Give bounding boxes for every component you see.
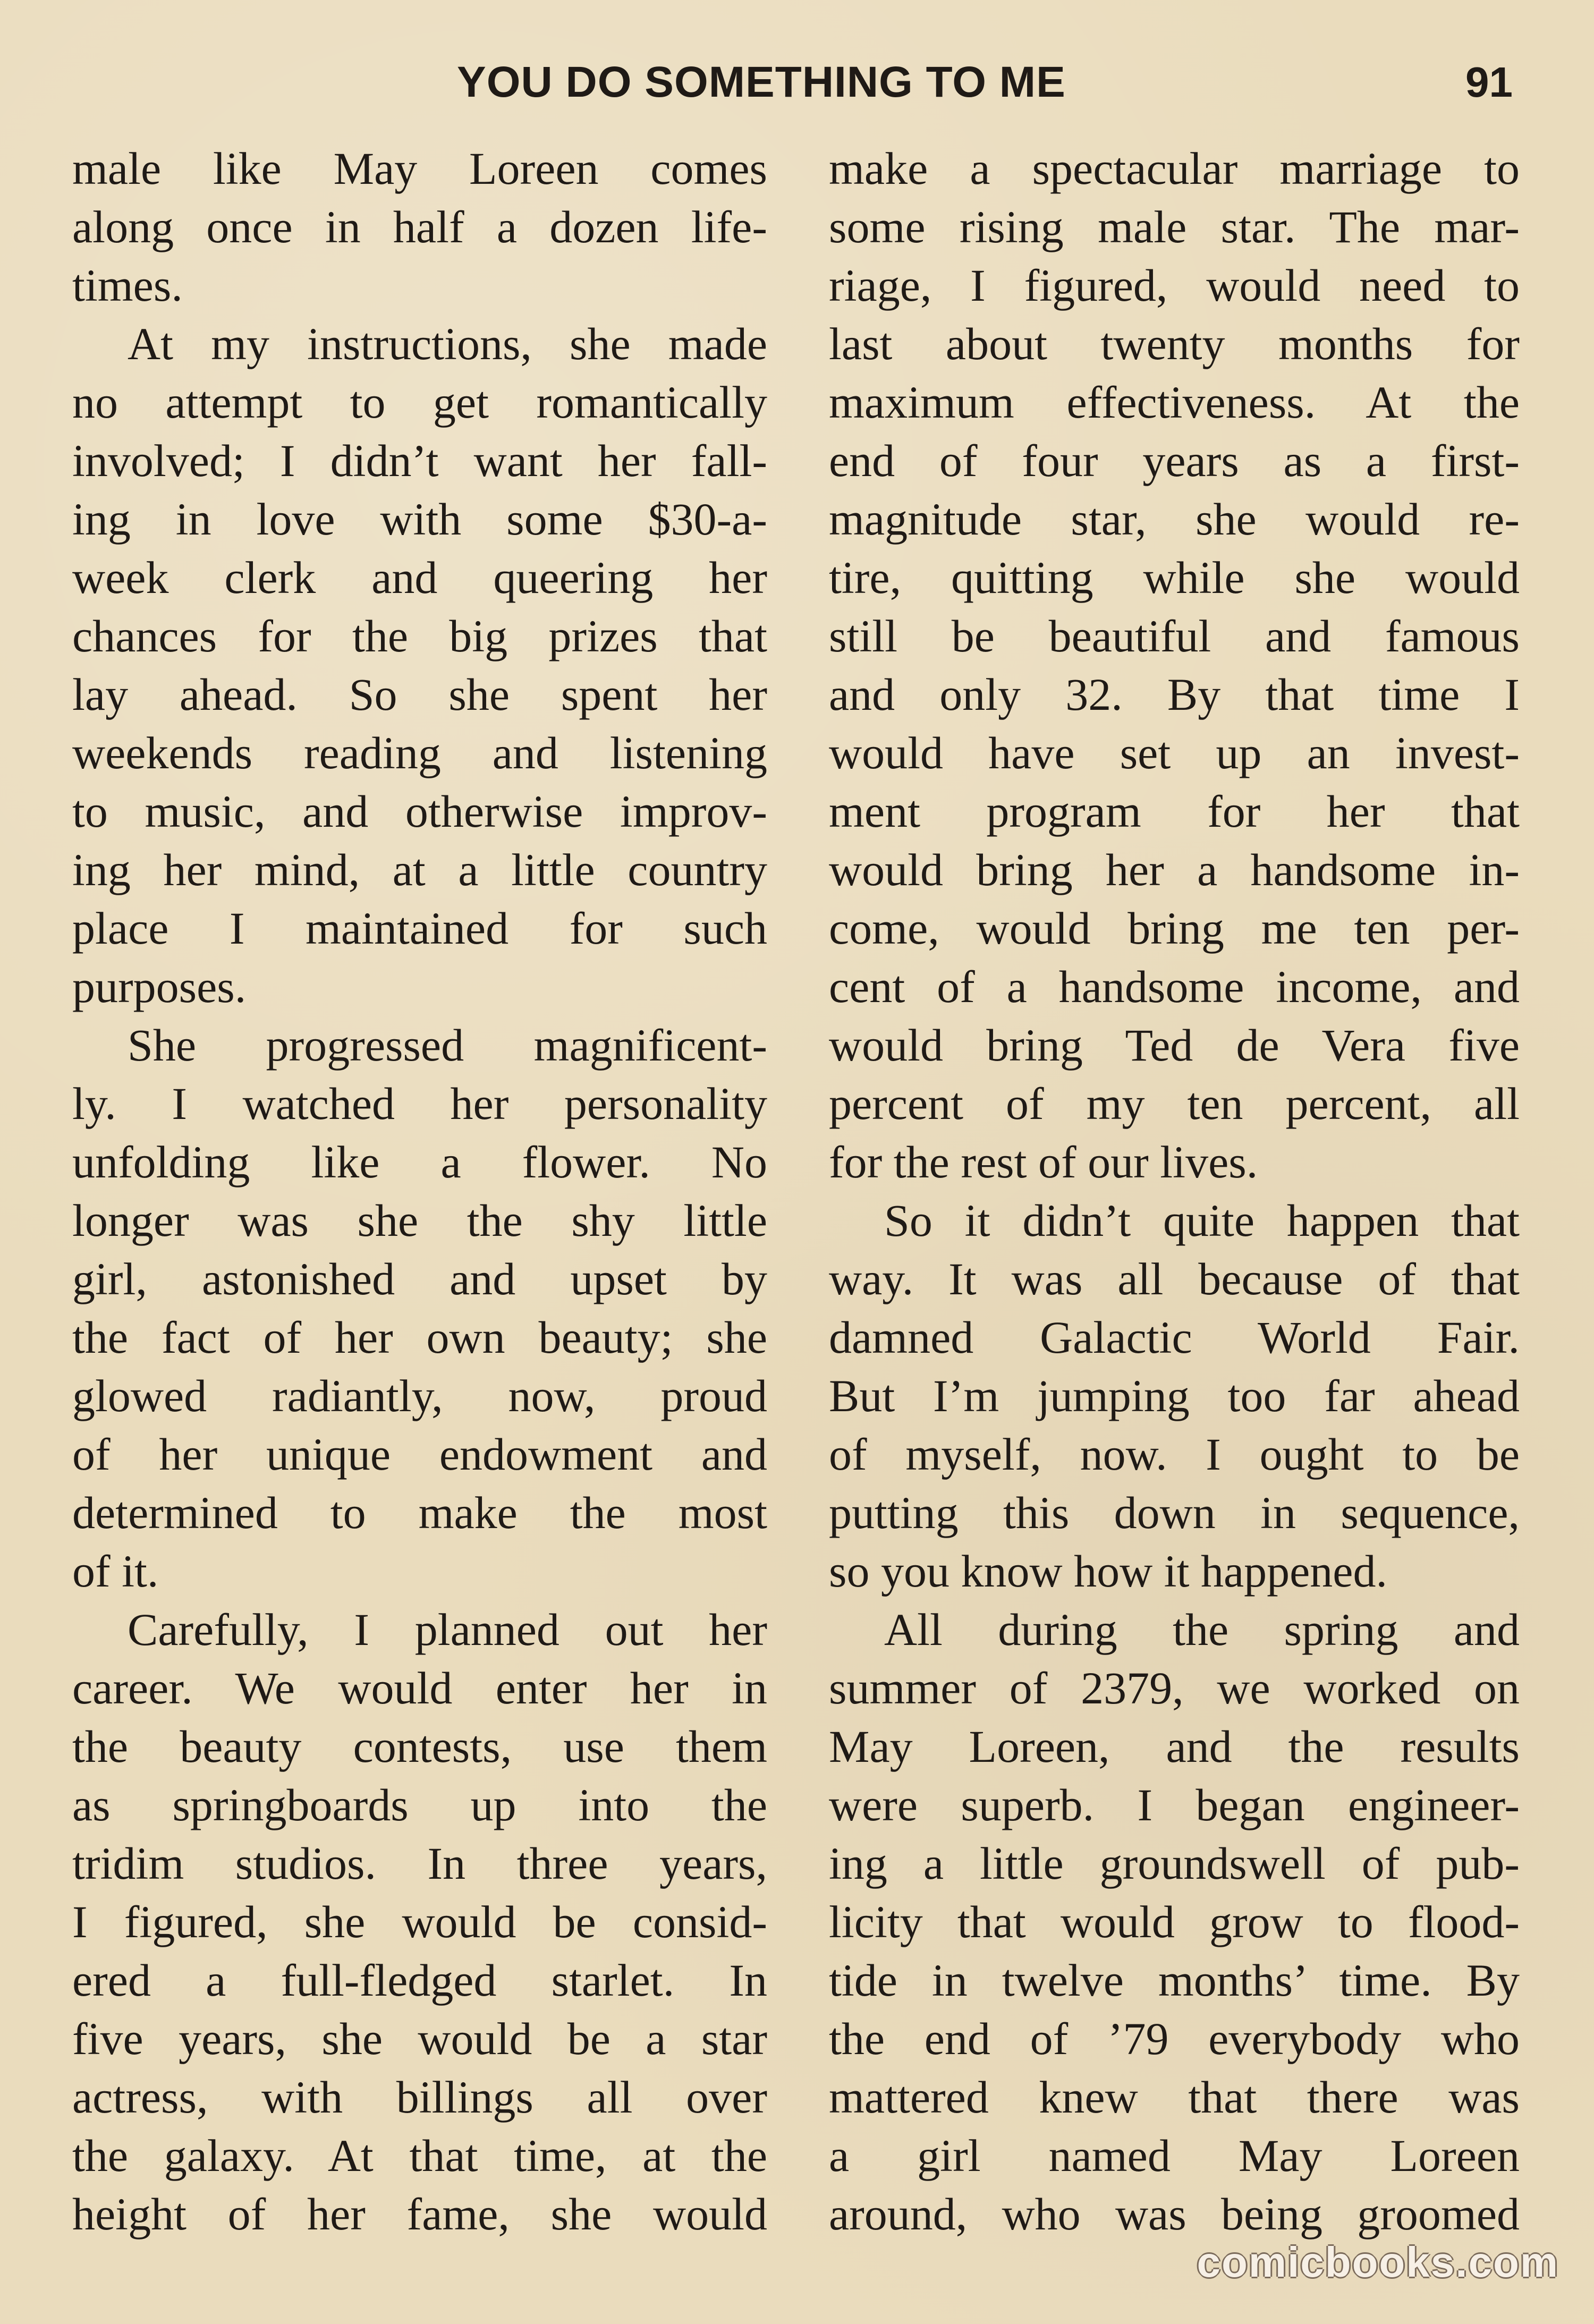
watermark: comicbooks.com (1197, 2238, 1559, 2286)
text-line: no attempt to get romantically (72, 377, 767, 428)
text-line: licity that would grow to flood- (829, 1896, 1520, 1947)
text-line: actress, with billings all over (72, 2072, 767, 2123)
text-line: would bring her a handsome in- (829, 844, 1520, 895)
text-line: career. We would enter her in (72, 1663, 767, 1714)
text-line: involved; I didn’t want her fall- (72, 435, 767, 486)
text-line: for the rest of our lives. (829, 1136, 1258, 1188)
header-title: YOU DO SOMETHING TO ME (457, 58, 1066, 106)
text-line: At my instructions, she made (128, 318, 767, 369)
text-line: and only 32. By that time I (829, 669, 1520, 720)
text-line: But I’m jumping too far ahead (829, 1370, 1520, 1421)
text-line: still be beautiful and famous (829, 610, 1520, 661)
text-line: ing in love with some $30-a- (72, 494, 767, 545)
text-line: way. It was all because of that (829, 1253, 1520, 1304)
text-line: I figured, she would be consid- (72, 1896, 767, 1947)
text-line: weekends reading and listening (72, 727, 767, 778)
text-line: would have set up an invest- (829, 727, 1520, 778)
text-line: male like May Loreen comes (72, 143, 767, 194)
text-line: putting this down in sequence, (829, 1487, 1520, 1538)
text-line: to music, and otherwise improv- (72, 786, 767, 837)
text-line: unfolding like a flower. No (72, 1136, 767, 1188)
text-line: make a spectacular marriage to (829, 143, 1520, 194)
text-line: longer was she the shy little (72, 1195, 767, 1246)
text-line: maximum effectiveness. At the (829, 377, 1520, 428)
text-line: around, who was being groomed (829, 2189, 1520, 2240)
text-line: times. (72, 260, 183, 311)
text-line: May Loreen, and the results (829, 1721, 1520, 1772)
text-line: would bring Ted de Vera five (829, 1020, 1520, 1071)
text-line: of her unique endowment and (72, 1429, 767, 1480)
text-line: ing her mind, at a little country (72, 844, 767, 895)
text-line: the fact of her own beauty; she (72, 1312, 767, 1363)
text-line: the beauty contests, use them (72, 1721, 767, 1772)
text-line: the end of ’79 everybody who (829, 2013, 1520, 2064)
text-line: ing a little groundswell of pub- (829, 1838, 1520, 1889)
text-line: riage, I figured, would need to (829, 260, 1520, 311)
text-line: ment program for her that (829, 786, 1520, 837)
text-line: some rising male star. The mar- (829, 201, 1520, 252)
left-column (72, 139, 767, 2243)
text-line: tide in twelve months’ time. By (829, 1955, 1520, 2006)
text-line: ly. I watched her personality (72, 1078, 767, 1129)
text-line: tire, quitting while she would (829, 552, 1520, 603)
text-line: week clerk and queering her (72, 552, 767, 603)
text-columns (0, 139, 1594, 2238)
text-line: five years, she would be a star (72, 2013, 767, 2064)
text-line: tridim studios. In three years, (72, 1838, 767, 1889)
text-line: She progressed magnificent- (128, 1020, 767, 1071)
text-line: last about twenty months for (829, 318, 1520, 369)
text-line: mattered knew that there was (829, 2072, 1520, 2123)
text-line: magnitude star, she would re- (829, 494, 1520, 545)
text-line: height of her fame, she would (72, 2189, 767, 2240)
text-line: as springboards up into the (72, 1779, 767, 1830)
text-line: percent of my ten percent, all (829, 1078, 1520, 1129)
text-line: the galaxy. At that time, at the (72, 2130, 767, 2181)
text-line: damned Galactic World Fair. (829, 1312, 1520, 1363)
text-line: chances for the big prizes that (72, 610, 767, 661)
text-line: come, would bring me ten per- (829, 903, 1520, 954)
text-line: ered a full-fledged starlet. In (72, 1955, 767, 2006)
text-line: a girl named May Loreen (829, 2130, 1520, 2181)
running-header (0, 53, 1594, 112)
text-line: of myself, now. I ought to be (829, 1429, 1520, 1480)
text-line: All during the spring and (884, 1604, 1520, 1655)
text-line: girl, astonished and upset by (72, 1253, 767, 1304)
text-line: summer of 2379, we worked on (829, 1663, 1520, 1714)
text-line: along once in half a dozen life- (72, 201, 767, 252)
text-line: of it. (72, 1546, 159, 1597)
text-line: purposes. (72, 961, 247, 1012)
text-line: were superb. I began engineer- (829, 1779, 1520, 1830)
page-number: 91 (1465, 58, 1513, 106)
text-line: so you know how it happened. (829, 1546, 1387, 1597)
text-line: end of four years as a first- (829, 435, 1520, 486)
text-line: cent of a handsome income, and (829, 961, 1520, 1012)
right-column (829, 139, 1520, 2243)
text-line: glowed radiantly, now, proud (72, 1370, 767, 1421)
text-line: Carefully, I planned out her (128, 1604, 767, 1655)
text-line: So it didn’t quite happen that (884, 1195, 1520, 1246)
text-line: place I maintained for such (72, 903, 767, 954)
text-line: lay ahead. So she spent her (72, 669, 767, 720)
text-line: determined to make the most (72, 1487, 767, 1538)
